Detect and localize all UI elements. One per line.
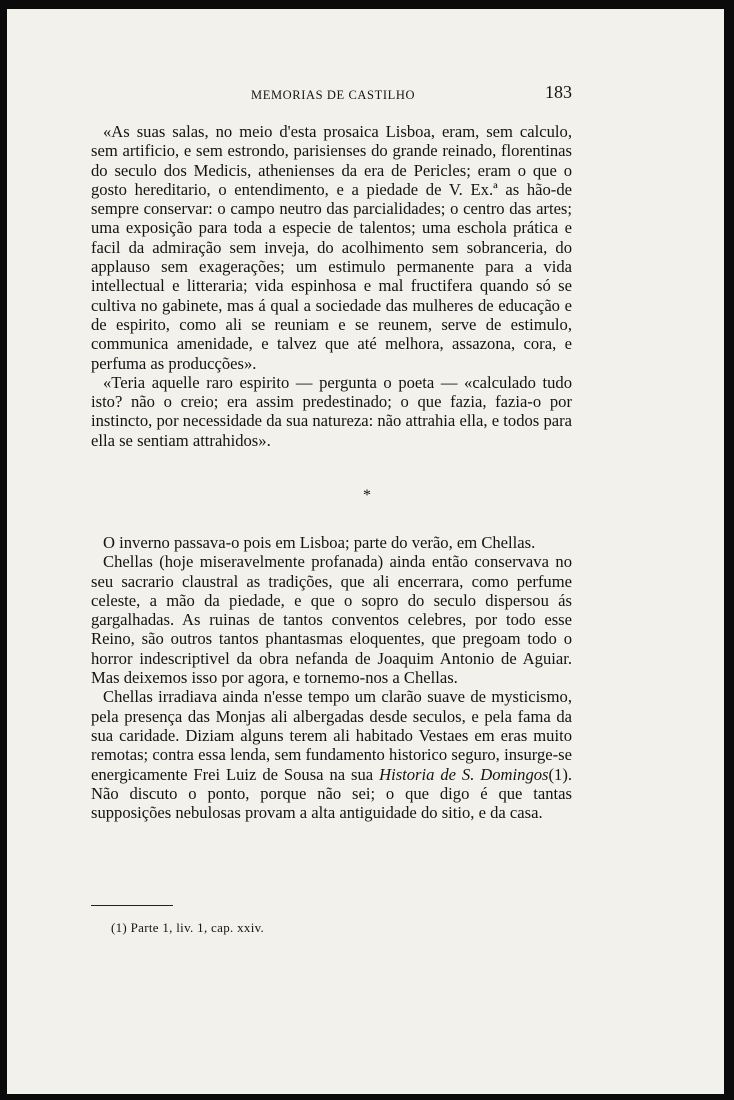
paragraph-quote-2: «Teria aquelle raro espirito — pergunta o poeta — «calculado tudo isto? não o creio; era assim predestinado; o que fazia, fazia-o por instincto, por necessidade da sua natureza: não attrahia ella, e todos para ella se sentiam attrahidos».: [91, 372, 572, 450]
page-number: 183: [545, 82, 572, 102]
text-after-title: (1). Não discuto o ponto, porque não sei; o que digo é que tantas supposições nebulosas provam a alta antiguidade do sitio, e da casa.: [91, 764, 572, 823]
paragraph-quote-1: «As suas salas, no meio d'esta prosaica Lisboa, eram, sem calculo, sem artificio, e sem estrondo, parisienses do grande reinado, florentinas do seculo dos Medicis, athenienses da era de Pericles; eram o que o gosto hereditario, o entendimento, e a piedade de V. Ex.ª as hão-de sempre conservar: o campo neutro das parcialidades; o centro das artes; uma exposição para toda a especie de talentos; uma eschola prática e facil da admiração sem inveja, do acolhimento sem sobranceria, do applauso sem exagerações; um estimulo permanente para a vida intellectual e litteraria; vida espinhosa e mal fructifera quando só se cultiva no gabinete, mas á qual a sociedade das mulheres de educação e de espirito, como ali se reuniam e se reunem, serve de estimulo, communica amenidade, e talvez que até melhora, assazona, cora, e perfuma as producções».: [91, 122, 572, 373]
paragraph-chellas-1: Chellas (hoje miseravelmente profanada) ainda então conservava no seu sacrario claustral as tradições, que ali encerrara, como perfume celeste, a mão da piedade, e que o sopro do seculo dispersou ás gargalhadas. As ruinas de tantos conventos celebres, por todo esse Reino, são outros tantos phantasmas eloquentes, que pregoam todo o horror indescriptivel da obra nefanda de Joaquim Antonio de Aguiar. Mas deixemos isso por agora, e tornemo-nos a Chellas.: [91, 552, 572, 688]
paragraph-inverno: O inverno passava-o pois em Lisboa; parte do verão, em Chellas.: [103, 533, 536, 552]
text-before-title: Chellas irradiava ainda n'esse tempo um clarão suave de mysticismo, pela presença das Monjas ali albergadas desde seculos, e pela fama da sua caridade. Diziam alguns terem ali habitado Vestaes em eras muito remotas; contra essa lenda, sem fundamento historico seguro, insurge-se energicamente Frei Luiz de Sousa na sua: [91, 687, 572, 784]
book-title-italic: Historia de S. Domingos: [379, 764, 549, 784]
body-text-top: [91, 122, 572, 450]
body-text-bottom: [91, 533, 572, 822]
section-divider-asterism: *: [363, 487, 371, 504]
footnote-rule: [91, 905, 173, 906]
paragraph-chellas-2: [91, 687, 572, 822]
footnote: (1) Parte 1, liv. 1, cap. xxiv.: [111, 920, 265, 935]
running-title: MEMORIAS DE CASTILHO: [251, 88, 416, 102]
page-header: [91, 82, 572, 106]
